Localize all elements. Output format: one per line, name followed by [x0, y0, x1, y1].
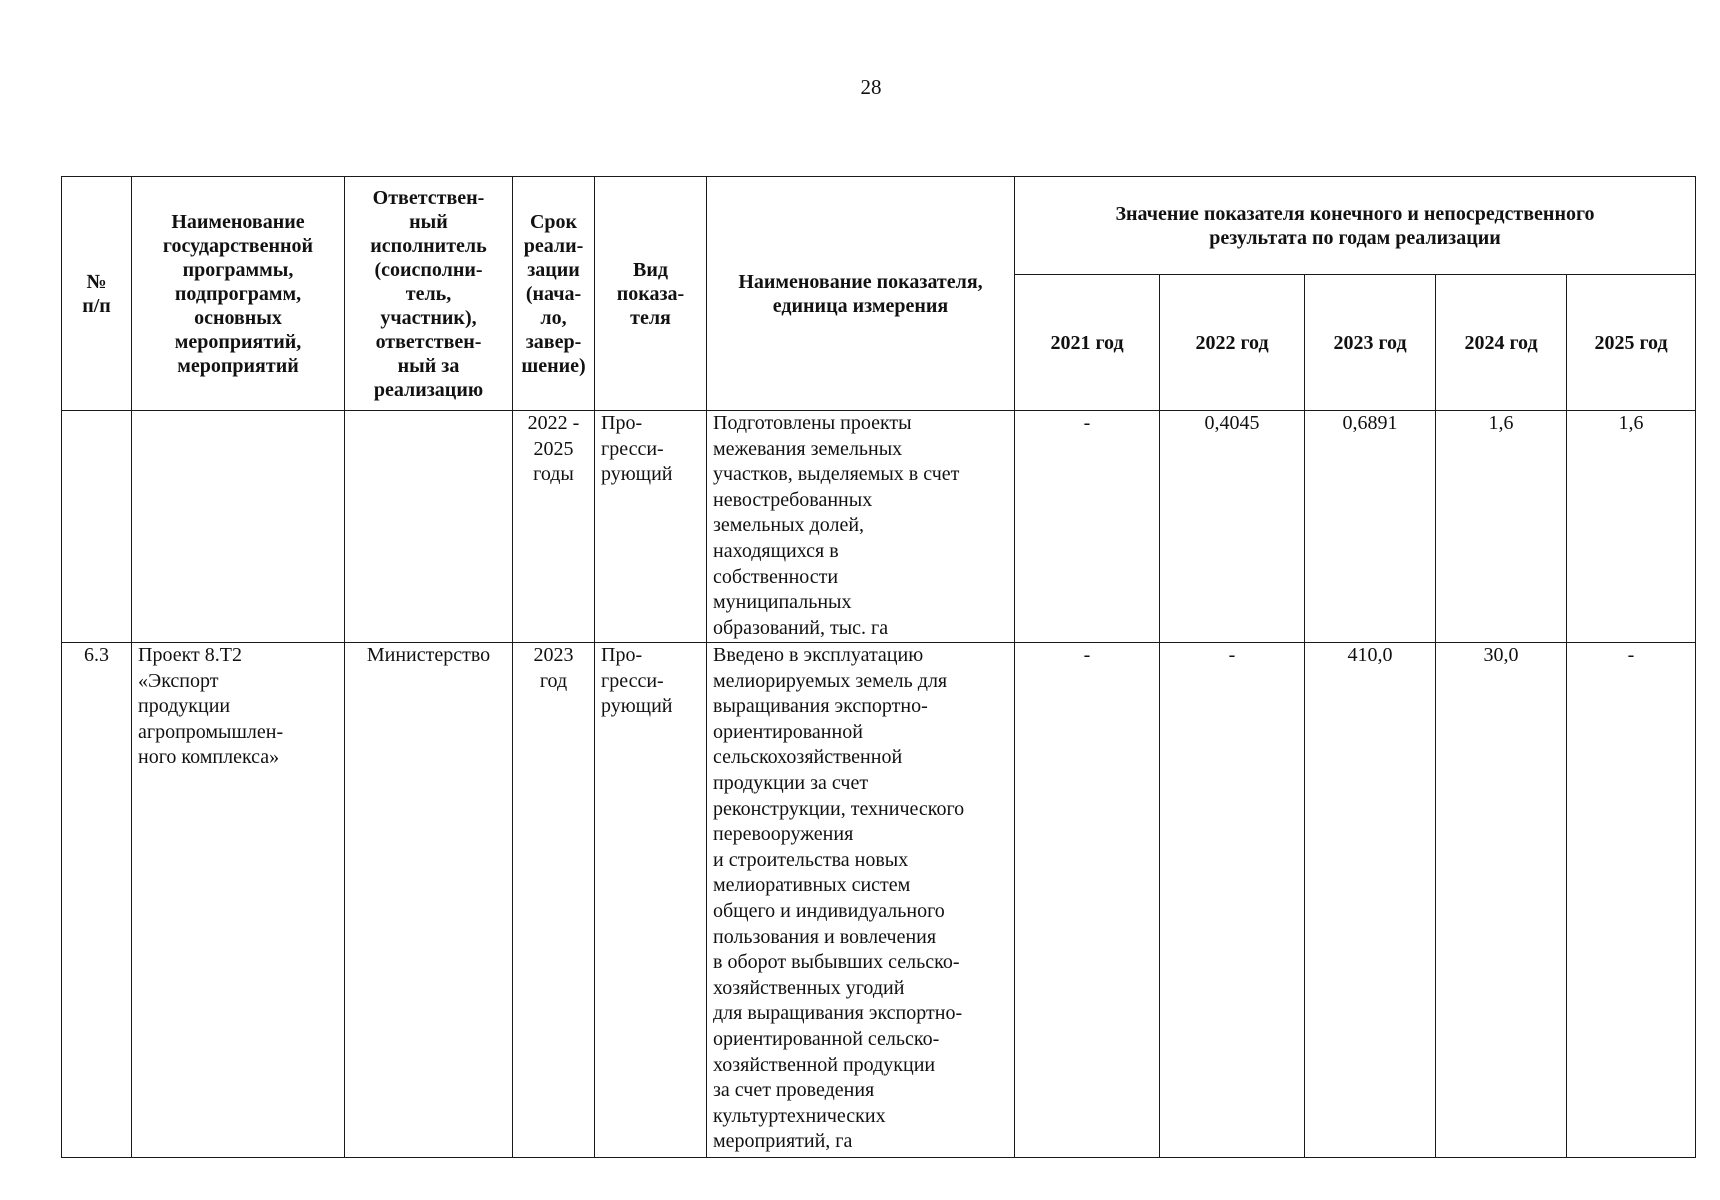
text-line: общего и индивидуального	[713, 899, 945, 922]
text-line: хозяйственных угодий	[713, 976, 905, 999]
text-line: земельных долей,	[713, 514, 865, 537]
text-line: муниципальных	[713, 591, 852, 614]
text-line: Срок	[529, 210, 578, 233]
page-number: 28	[860, 75, 882, 99]
text-line: теля	[630, 306, 671, 329]
text-line: показа-	[616, 282, 685, 305]
text-line: мероприятий	[177, 354, 299, 377]
text-line: 2023	[533, 644, 574, 666]
text-line: 2025	[533, 437, 574, 460]
row-period	[513, 643, 595, 1158]
text-line: государственной	[162, 234, 314, 257]
row-value-2022: -	[1160, 643, 1305, 1158]
text-line: завер-	[525, 330, 582, 353]
text-line: основных	[194, 306, 282, 329]
text-line: рующий	[601, 695, 673, 718]
text-line: Вид	[633, 258, 668, 281]
text-line: в оборот выбывших сельско-	[713, 951, 960, 974]
row-value-2021: -	[1015, 643, 1160, 1158]
text-line: ного комплекса»	[138, 746, 280, 769]
text-line: ответствен-	[375, 330, 482, 353]
text-line: Про-	[601, 644, 643, 666]
text-line: мелиорируемых земель для	[713, 669, 948, 692]
text-line: межевания земельных	[713, 437, 903, 460]
text-line: ориентированной	[713, 720, 863, 743]
text-line: и строительства новых	[713, 848, 909, 871]
row-indicator-type	[595, 643, 707, 1158]
row-indicator-type	[595, 411, 707, 643]
text-line: «Экспорт	[138, 669, 219, 692]
row-program-name	[132, 411, 345, 643]
text-line: Ответствен-	[372, 186, 485, 209]
text-line: продукции	[138, 695, 231, 718]
header-year-2022: 2022 год	[1160, 275, 1305, 411]
text-line: зации	[527, 258, 580, 281]
text-line: реали-	[523, 234, 584, 257]
row-period	[513, 411, 595, 643]
text-line: ный за	[397, 354, 460, 377]
text-line: находящихся в	[713, 539, 839, 562]
row-responsible: Министерство	[345, 643, 513, 1158]
header-year-2024: 2024 год	[1436, 275, 1567, 411]
header-year-2025: 2025 год	[1567, 275, 1696, 411]
header-number	[62, 177, 132, 411]
text-line: результата по годам реализации	[1209, 226, 1501, 249]
text-line: Подготовлены проекты	[713, 412, 912, 434]
text-line: Введено в эксплуатацию	[713, 644, 924, 666]
row-value-2021: -	[1015, 411, 1160, 643]
text-line: единица измерения	[772, 294, 949, 317]
row-value-2023: 410,0	[1305, 643, 1436, 1158]
row-value-2024: 30,0	[1436, 643, 1567, 1158]
text-line: Наименование	[171, 210, 305, 233]
text-line: мероприятий,	[174, 330, 302, 353]
indicator-table	[61, 176, 1696, 1158]
header-period	[513, 177, 595, 411]
text-line: образований, тыс. га	[713, 616, 889, 639]
row-value-2025: 1,6	[1567, 411, 1696, 643]
text-line: исполнитель	[370, 234, 487, 257]
text-line: невостребованных	[713, 488, 873, 511]
row-value-2024: 1,6	[1436, 411, 1567, 643]
text-line: гресси-	[601, 437, 664, 460]
row-indicator-name	[707, 411, 1015, 643]
row-value-2023: 0,6891	[1305, 411, 1436, 643]
row-responsible	[345, 411, 513, 643]
text-line: 2022 -	[527, 412, 580, 434]
text-line: мелиоративных систем	[713, 874, 911, 897]
text-line: Значение показателя конечного и непосредственного	[1115, 202, 1595, 225]
text-line: реализацию	[373, 378, 484, 401]
text-line: перевооружения	[713, 823, 854, 846]
header-indicator-type	[595, 177, 707, 411]
text-line: агропромышлен-	[138, 720, 284, 743]
text-line: шение)	[521, 354, 586, 377]
text-line: ло,	[540, 306, 567, 329]
text-line: гресси-	[601, 669, 664, 692]
header-responsible	[345, 177, 513, 411]
header-year-2023: 2023 год	[1305, 275, 1436, 411]
table-row	[62, 411, 1696, 643]
row-index	[62, 411, 132, 643]
text-line: выращивания экспортно-	[713, 695, 928, 718]
text-line: сельскохозяйственной	[713, 746, 903, 769]
text-line: пользования и вовлечения	[713, 925, 937, 948]
table-row	[62, 643, 1696, 1158]
text-line: для выращивания экспортно-	[713, 1002, 963, 1025]
row-indicator-name	[707, 643, 1015, 1158]
header-values-group	[1015, 177, 1696, 275]
text-line: год	[539, 669, 568, 692]
text-line: (нача-	[525, 282, 582, 305]
header-program-name	[132, 177, 345, 411]
text-line: за счет проведения	[713, 1079, 875, 1102]
text-line: участник),	[380, 306, 477, 329]
text-line: Про-	[601, 412, 643, 434]
text-line: п/п	[82, 294, 111, 317]
text-line: реконструкции, технического	[713, 797, 965, 820]
text-line: №	[86, 270, 107, 293]
text-line: мероприятий, га	[713, 1130, 853, 1153]
text-line: Наименование показателя,	[738, 270, 983, 293]
row-program-name	[132, 643, 345, 1158]
header-year-2021: 2021 год	[1015, 275, 1160, 411]
row-value-2022: 0,4045	[1160, 411, 1305, 643]
text-line: рующий	[601, 463, 673, 486]
row-index: 6.3	[62, 643, 132, 1158]
text-line: программы,	[182, 258, 294, 281]
text-line: ный	[409, 210, 448, 233]
text-line: Проект 8.Т2	[138, 644, 242, 666]
text-line: тель,	[405, 282, 452, 305]
text-line: участков, выделяемых в счет	[713, 463, 960, 486]
text-line: собственности	[713, 565, 839, 588]
header-indicator-name	[707, 177, 1015, 411]
text-line: годы	[533, 463, 574, 486]
text-line: продукции за счет	[713, 771, 869, 794]
row-value-2025: -	[1567, 643, 1696, 1158]
text-line: хозяйственной продукции	[713, 1053, 936, 1076]
text-line: культуртехнических	[713, 1104, 886, 1127]
text-line: (соисполни-	[374, 258, 483, 281]
text-line: подпрограмм,	[174, 282, 302, 305]
text-line: ориентированной сельско-	[713, 1027, 940, 1050]
